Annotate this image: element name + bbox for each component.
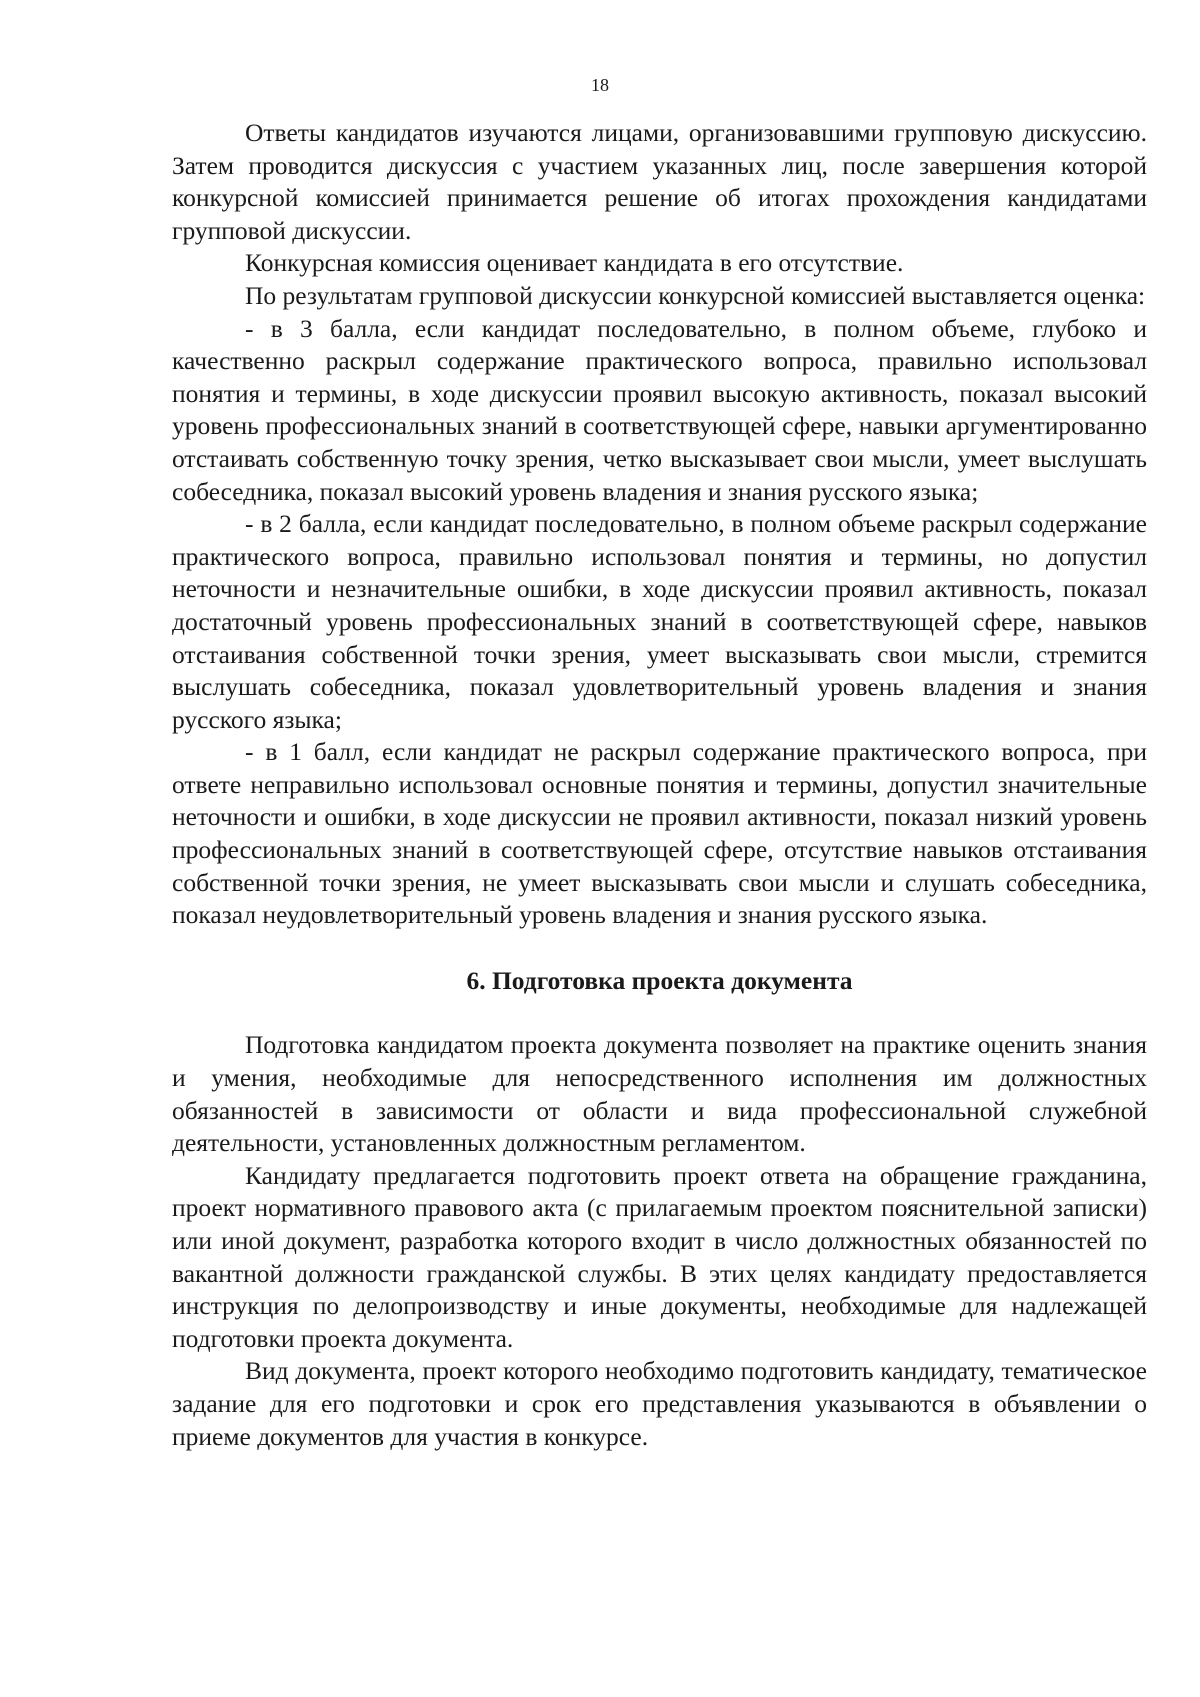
paragraph: Подготовка кандидатом проекта документа позволяет на практике оценить знания и умения, необходимые для непосредственного исполнения им должностных обязанностей в зависимости от области и вида профессиональной служебной деятельности, установленных должностным регламентом. [172,1030,1147,1158]
list-item-score-1: - в 1 балл, если кандидат не раскрыл содержание практического вопроса, при ответе неправильно использовал основные понятия и термины, допустил значительные неточности и ошибки, в ходе дискуссии не проявил активности, показал низкий уровень профессиональных знаний в соответствующей сфере, отсутствие навыков отстаивания собственной точки зрения, не умеет высказывать свои мысли и слушать собеседника, показал неудовлетворительный уровень владения и знания русского языка. [172,737,1147,930]
document-body [172,117,1147,1453]
paragraph: Ответы кандидатов изучаются лицами, организовавшими групповую дискуссию. Затем проводится дискуссия с участием указанных лиц, после завершения которой конкурсной комиссией принимается решение об итогах прохождения кандидатами групповой дискуссии. [172,118,1147,245]
list-item-score-2: - в 2 балла, если кандидат последовательно, в полном объеме раскрыл содержание практического вопроса, правильно использовал понятия и термины, но допустил неточности и незначительные ошибки, в ходе дискуссии проявил активность, показал достаточный уровень профессиональных знаний в соответствующей сфере, навыков отстаивания собственной точки зрения, умеет высказывать свои мысли, стремится выслушать собеседника, показал удовлетворительный уровень владения и знания русского языка; [172,509,1147,734]
paragraph: По результатам групповой дискуссии конкурсной комиссией выставляется оценка: [245,280,1146,310]
paragraph: Вид документа, проект которого необходимо подготовить кандидату, тематическое задание для его подготовки и срок его представления указываются в объявлении о приеме документов для участия в конкурсе. [172,1356,1147,1451]
paragraph: Конкурсная комиссия оценивает кандидата в его отсутствие. [245,248,904,278]
section-heading: 6. Подготовка проекта документа [466,965,853,995]
page-number: 18 [591,75,609,95]
paragraph: Кандидату предлагается подготовить проект ответа на обращение гражданина, проект нормативного правового акта (с прилагаемым проектом пояснительной записки) или иной документ, разработка которого входит в число должностных обязанностей по вакантной должности гражданской службы. В этих целях кандидату предоставляется инструкция по делопроизводству и иные документы, необходимые для надлежащей подготовки проекта документа. [172,1160,1147,1353]
list-item-score-3: - в 3 балла, если кандидат последовательно, в полном объеме, глубоко и качественно раскрыл содержание практического вопроса, правильно использовал понятия и термины, в ходе дискуссии проявил высокую активность, показал высокий уровень профессиональных знаний в соответствующей сфере, навыки аргументированно отстаивать собственную точку зрения, четко высказывает свои мысли, умеет выслушать собеседника, показал высокий уровень владения и знания русского языка; [172,313,1147,506]
